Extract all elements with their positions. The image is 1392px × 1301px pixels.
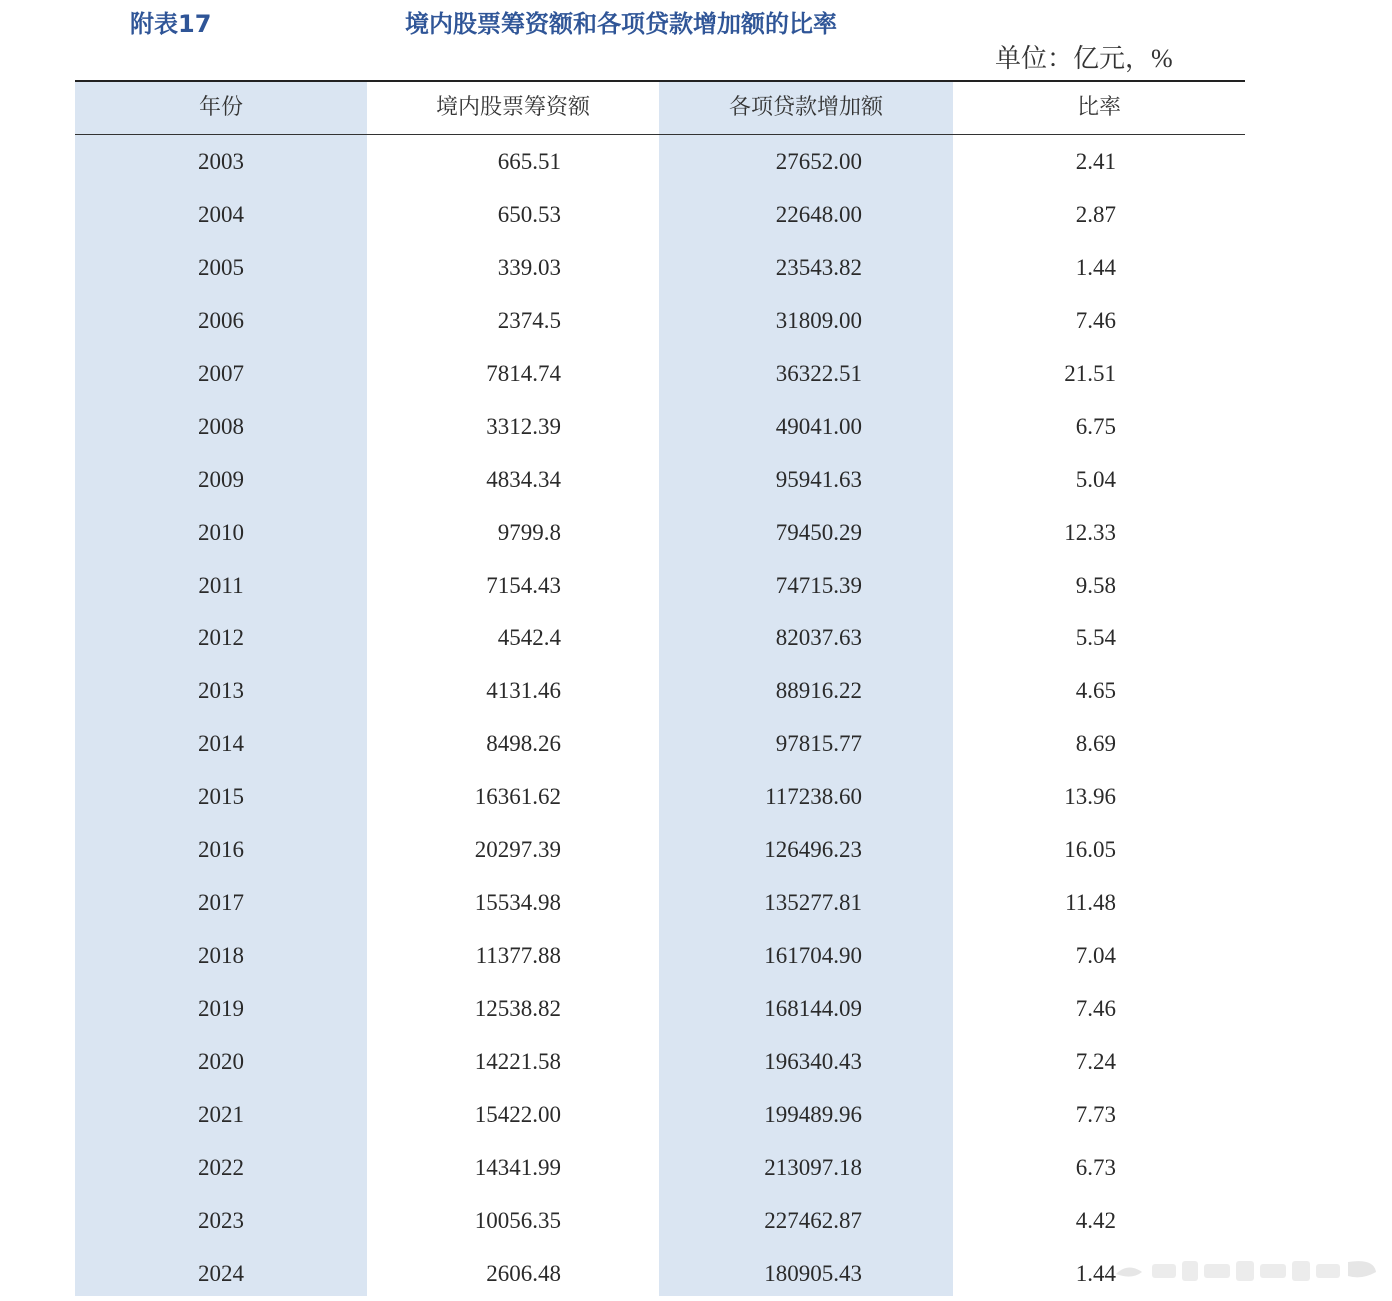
- cell-year: 2019: [198, 996, 244, 1021]
- cell-ratio: 2.87: [1075, 201, 1116, 227]
- cell-stock-financing: 15534.98: [474, 890, 561, 916]
- table-row: [75, 1089, 1245, 1142]
- cell-ratio: 5.54: [1075, 625, 1116, 651]
- cell-stock-financing: 14341.99: [474, 1154, 561, 1180]
- cell-stock-financing: 4834.34: [486, 466, 561, 492]
- cell-stock-financing: 14221.58: [474, 1048, 561, 1074]
- cell-year: 2007: [198, 360, 244, 386]
- table-row: [75, 612, 1245, 665]
- cell-ratio: 13.96: [1064, 784, 1116, 810]
- cell-stock-financing: 650.53: [497, 201, 561, 227]
- cell-year: 2006: [198, 307, 244, 333]
- cell-ratio: 7.46: [1075, 996, 1116, 1021]
- table-row: [75, 824, 1245, 877]
- table-header-rule: [75, 134, 1245, 135]
- cell-loan-increase: 22648.00: [775, 201, 862, 227]
- column-header-year: 年份: [198, 95, 243, 120]
- cell-stock-financing: 11377.88: [475, 943, 561, 969]
- cell-stock-financing: 665.51: [497, 149, 561, 174]
- table-row: [75, 983, 1245, 1036]
- cell-loan-increase: 126496.23: [764, 837, 862, 863]
- cell-year: 2009: [198, 466, 244, 492]
- cell-stock-financing: 3312.39: [486, 413, 561, 439]
- cell-loan-increase: 135277.81: [764, 890, 862, 916]
- cell-ratio: 7.73: [1075, 1101, 1116, 1127]
- cell-stock-financing: 4131.46: [486, 678, 561, 704]
- cell-year: 2004: [198, 201, 244, 227]
- cell-stock-financing: 15422.00: [474, 1101, 561, 1127]
- cell-year: 2016: [198, 837, 244, 863]
- table-row: [75, 1036, 1245, 1089]
- cell-loan-increase: 31809.00: [775, 307, 862, 333]
- watermark-logo: [1112, 1252, 1382, 1288]
- cell-ratio: 7.24: [1075, 1048, 1116, 1074]
- cell-ratio: 4.42: [1075, 1207, 1116, 1233]
- table-row: [75, 401, 1245, 454]
- cell-stock-financing: 339.03: [497, 254, 561, 280]
- table-body: [75, 136, 1245, 1301]
- table-row: [75, 877, 1245, 930]
- cell-ratio: 12.33: [1064, 519, 1116, 545]
- cell-year: 2013: [198, 678, 244, 704]
- cell-stock-financing: 10056.35: [474, 1207, 561, 1233]
- cell-loan-increase: 36322.51: [775, 360, 862, 386]
- cell-ratio: 6.75: [1075, 413, 1116, 439]
- cell-loan-increase: 117238.60: [765, 784, 862, 810]
- cell-ratio: 2.41: [1075, 149, 1116, 174]
- table-row: [75, 1248, 1245, 1301]
- cell-year: 2021: [198, 1101, 244, 1127]
- cell-loan-increase: 213097.18: [764, 1154, 862, 1180]
- cell-loan-increase: 227462.87: [764, 1207, 862, 1233]
- cell-stock-financing: 20297.39: [474, 837, 561, 863]
- cell-loan-increase: 161704.90: [764, 943, 862, 969]
- cell-ratio: 11.48: [1065, 890, 1116, 916]
- cell-stock-financing: 2606.48: [486, 1260, 561, 1286]
- cell-loan-increase: 168144.09: [764, 996, 862, 1021]
- cell-loan-increase: 79450.29: [775, 519, 862, 545]
- table-row: [75, 771, 1245, 824]
- cell-loan-increase: 180905.43: [764, 1260, 862, 1286]
- cell-year: 2017: [198, 890, 244, 916]
- table-row: [75, 718, 1245, 771]
- cell-ratio: 1.44: [1075, 254, 1116, 280]
- cell-year: 2015: [198, 784, 244, 810]
- cell-year: 2014: [198, 731, 244, 757]
- cell-ratio: 9.58: [1075, 572, 1116, 598]
- column-header-ratio: 比率: [1076, 95, 1121, 120]
- cell-loan-increase: 95941.63: [775, 466, 862, 492]
- table-title: 境内股票筹资额和各项贷款增加额的比率: [405, 10, 837, 38]
- table-row: [75, 507, 1245, 560]
- cell-ratio: 7.46: [1075, 307, 1116, 333]
- cell-ratio: 16.05: [1064, 837, 1116, 863]
- cell-year: 2024: [198, 1260, 244, 1286]
- table-row: [75, 1142, 1245, 1195]
- cell-stock-financing: 4542.4: [497, 625, 561, 651]
- cell-stock-financing: 12538.82: [474, 996, 561, 1021]
- cell-ratio: 8.69: [1075, 731, 1116, 757]
- table-row: [75, 136, 1245, 189]
- column-header-loan-increase: 各项贷款增加额: [728, 95, 883, 120]
- cell-stock-financing: 16361.62: [474, 784, 561, 810]
- table-header-row: [75, 82, 1245, 134]
- cell-year: 2012: [198, 625, 244, 651]
- cell-ratio: 5.04: [1075, 466, 1116, 492]
- cell-loan-increase: 74715.39: [775, 572, 862, 598]
- cell-stock-financing: 7154.43: [486, 572, 561, 598]
- cell-loan-increase: 23543.82: [775, 254, 862, 280]
- cell-loan-increase: 199489.96: [764, 1101, 862, 1127]
- table-row: [75, 930, 1245, 983]
- cell-year: 2011: [198, 572, 244, 598]
- cell-loan-increase: 88916.22: [775, 678, 862, 704]
- cell-stock-financing: 8498.26: [486, 731, 561, 757]
- table-row: [75, 295, 1245, 348]
- cell-loan-increase: 97815.77: [775, 731, 862, 757]
- cell-stock-financing: 7814.74: [486, 360, 561, 386]
- cell-year: 2023: [198, 1207, 244, 1233]
- unit-note: 单位：亿元，%: [995, 44, 1173, 73]
- cell-loan-increase: 49041.00: [775, 413, 862, 439]
- cell-year: 2022: [198, 1154, 244, 1180]
- cell-ratio: 4.65: [1075, 678, 1116, 704]
- cell-ratio: 7.04: [1075, 943, 1116, 969]
- cell-loan-increase: 27652.00: [775, 149, 862, 174]
- table-row: [75, 665, 1245, 718]
- cell-year: 2018: [198, 943, 244, 969]
- cell-year: 2003: [198, 149, 244, 174]
- cell-year: 2020: [198, 1048, 244, 1074]
- cell-stock-financing: 9799.8: [497, 519, 561, 545]
- cell-year: 2010: [198, 519, 244, 545]
- table-label: 附表17: [130, 10, 212, 38]
- cell-year: 2005: [198, 254, 244, 280]
- cell-ratio: 6.73: [1075, 1154, 1116, 1180]
- cell-year: 2008: [198, 413, 244, 439]
- table-row: [75, 1195, 1245, 1248]
- table-row: [75, 454, 1245, 507]
- cell-loan-increase: 196340.43: [764, 1048, 862, 1074]
- column-header-stock-financing: 境内股票筹资额: [435, 95, 590, 120]
- table-row: [75, 560, 1245, 613]
- table-row: [75, 242, 1245, 295]
- cell-loan-increase: 82037.63: [775, 625, 862, 651]
- table-row: [75, 189, 1245, 242]
- cell-ratio: 1.44: [1075, 1260, 1116, 1286]
- table-row: [75, 348, 1245, 401]
- cell-stock-financing: 2374.5: [497, 307, 561, 333]
- cell-ratio: 21.51: [1064, 360, 1116, 386]
